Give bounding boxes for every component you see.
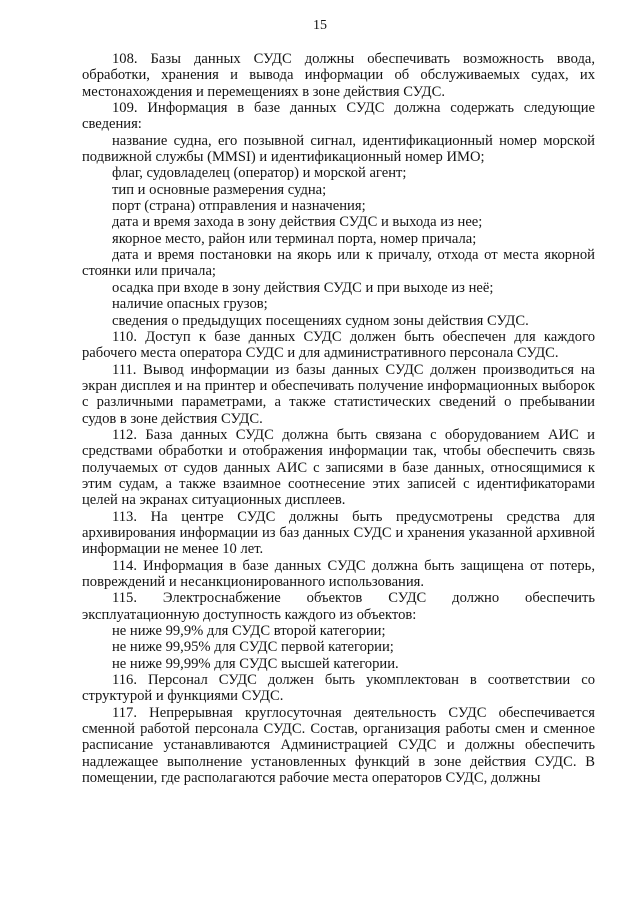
paragraph: 111. Вывод информации из базы данных СУДС должен производиться на экран дисплея и на принтер и обеспечивать получение информационных выборок с различными параметрами, а также статистических сведений о пребывании судов в зоне действия СУДС. [82, 361, 595, 427]
list-item: осадка при входе в зону действия СУДС и при выходе из неё; [112, 279, 494, 296]
list-item: порт (страна) отправления и назначения; [112, 198, 366, 215]
paragraph: 109. Информация в базе данных СУДС должна содержать следующие сведения: [82, 100, 595, 133]
paragraph: 110. Доступ к базе данных СУДС должен быть обеспечен для каждого рабочего места оператора СУДС и для административного персонала СУДС. [82, 328, 595, 362]
document-body [82, 51, 595, 786]
list-item: флаг, судовладелец (оператор) и морской агент; [112, 165, 407, 182]
list-item: наличие опасных грузов; [112, 296, 268, 313]
list-item: дата и время захода в зону действия СУДС и выхода из нее; [112, 214, 483, 231]
paragraph: 114. Информация в базе данных СУДС должна быть защищена от потерь, повреждений и несанкционированного использования. [82, 557, 595, 590]
list-item: не ниже 99,99% для СУДС высшей категории. [112, 655, 399, 672]
list-item: сведения о предыдущих посещениях судном зоны действия СУДС. [112, 312, 529, 329]
paragraph: 117. Непрерывная круглосуточная деятельность СУДС обеспечивается сменной работой персонала СУДС. Состав, организация работы смен и сменное расписание устанавливаются Администрацией СУДС и должны обеспечить надлежащее выполнение установленных функций в зоне действия СУДС. В помещении, где располагаются рабочие места операторов СУДС, должны [82, 704, 595, 787]
list-item: якорное место, район или терминал порта, номер причала; [112, 230, 477, 247]
paragraph: 115. Электроснабжение объектов СУДС должно обеспечить эксплуатационную доступность каждого из объектов: [82, 590, 595, 623]
list-item: тип и основные размерения судна; [112, 181, 327, 198]
paragraph: название судна, его позывной сигнал, идентификационный номер морской подвижной службы (MMSI) и идентификационный номер ИМО; [82, 132, 595, 166]
page-number: 15 [313, 18, 327, 33]
paragraph: 113. На центре СУДС должны быть предусмотрены средства для архивирования информации из баз данных СУДС и хранения указанной архивной информации не менее 10 лет. [82, 508, 595, 558]
list-item: не ниже 99,9% для СУДС второй категории; [112, 623, 386, 640]
paragraph: 116. Персонал СУДС должен быть укомплектован в соответствии со структурой и функциями СУДС. [82, 672, 595, 705]
paragraph: 108. Базы данных СУДС должны обеспечивать возможность ввода, обработки, хранения и вывода информации об обслуживаемых судах, их местонахождения и перемещениях в зоне действия СУДС. [82, 51, 595, 100]
paragraph: дата и время постановки на якорь или к причалу, отхода от места якорной стоянки или причала; [82, 247, 595, 280]
list-item: не ниже 99,95% для СУДС первой категории; [112, 639, 394, 656]
paragraph: 112. База данных СУДС должна быть связана с оборудованием АИС и средствами обработки и отображения информации так, чтобы обеспечить связь получаемых от судов данных АИС с записями в базе данных, относящимися к этим судам, а также взаимное соотнесение этих записей с идентификаторами целей на экранах ситуационных дисплеев. [82, 426, 595, 509]
